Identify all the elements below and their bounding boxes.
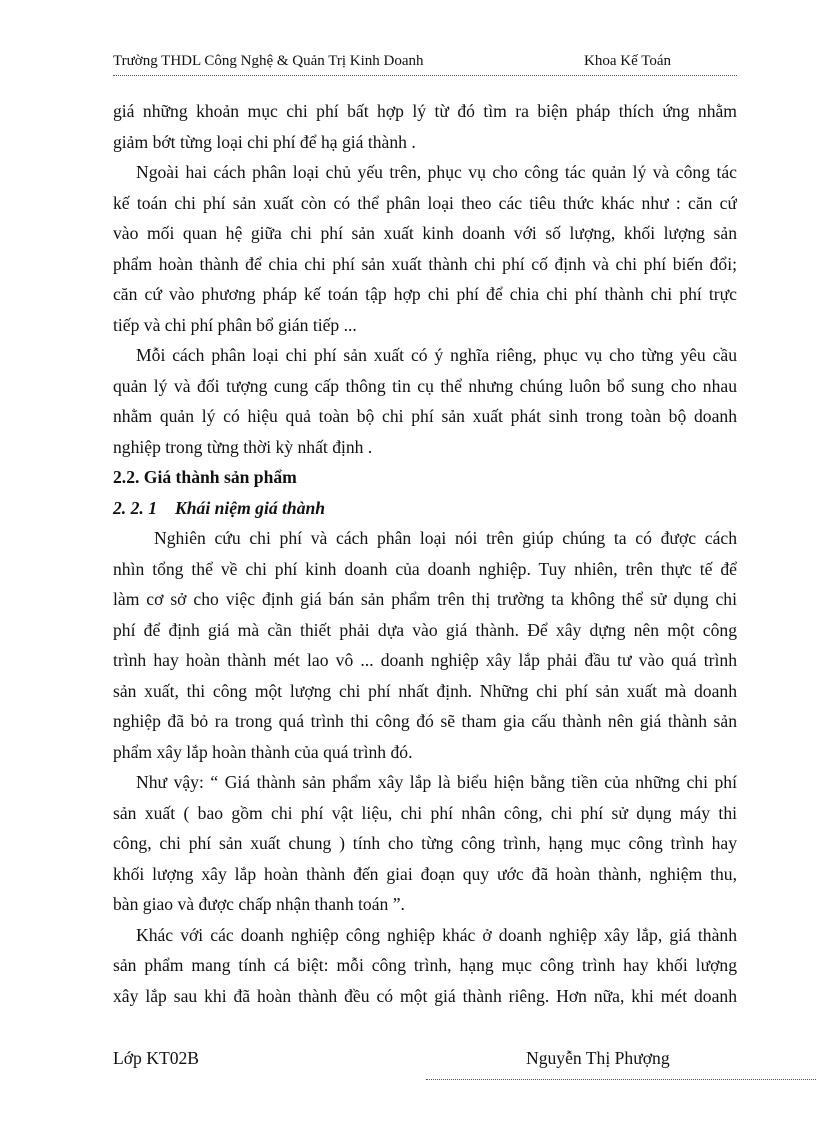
paragraph-5 <box>113 767 737 920</box>
text-line: Ngoài hai cách phân loại chủ yếu trên, phục vụ cho công tác quản lý và công tác <box>136 162 737 182</box>
subsection-number: 2. 2. 1 <box>113 497 157 518</box>
paragraph-6 <box>113 920 737 1012</box>
text-line: nghiệp đã bỏ ra trong quá trình thi công đó sẽ tham gia cấu thành nên giá thành sản <box>113 711 737 731</box>
text-line: khối lượng xây lắp hoàn thành đến giai đoạn quy ước đã hoàn thành, nghiệm thu, <box>113 863 737 884</box>
text-line: Mỗi cách phân loại chi phí sản xuất có ý nghĩa riêng, phục vụ cho từng yêu cầu <box>136 345 737 365</box>
text-line: Khác với các doanh nghiệp công nghiệp khác ở doanh nghiệp xây lắp, giá thành <box>136 924 737 945</box>
header-department: Khoa Kế Toán <box>584 53 671 69</box>
page-header <box>113 50 737 76</box>
text-line: nhằm quản lý có hiệu quả toàn bộ chi phí sản xuất phát sinh trong toàn bộ doanh <box>113 406 737 426</box>
text-line: trình hay hoàn thành mét lao vô ... doanh nghiệp xây lắp phải đầu tư vào quá trình <box>113 650 737 670</box>
text-line: giảm bớt từng loại chi phí để hạ giá thành . <box>113 131 416 152</box>
text-line: tiếp và chi phí phân bổ gián tiếp ... <box>113 314 357 335</box>
header-school: Trường THDL Công Nghệ & Quản Trị Kinh Doanh <box>113 53 424 69</box>
text-line: làm cơ sở cho việc định giá bán sản phẩm trên thị trường ta không thể sử dụng chi <box>113 589 737 609</box>
footer-class: Lớp KT02B <box>113 1048 200 1068</box>
text-line: nghiệp trong từng thời kỳ nhất định . <box>113 436 373 457</box>
text-line: xây lắp sau khi đã hoàn thành đều có một giá thành riêng. Hơn nữa, khi mét doanh <box>113 985 737 1006</box>
subsection-title: Khái niệm giá thành <box>175 497 326 518</box>
page-footer <box>113 1048 793 1088</box>
footer-author: Nguyễn Thị Phượng <box>526 1048 670 1068</box>
paragraph-4 <box>113 523 737 767</box>
footer-divider <box>426 1079 816 1080</box>
paragraph-1 <box>113 96 737 157</box>
text-line: Nghiên cứu chi phí và cách phân loại nói trên giúp chúng ta có được cách <box>154 528 737 548</box>
text-line: căn cứ vào phương pháp kế toán tập hợp chi phí để chia chi phí thành chi phí trực <box>113 284 737 304</box>
text-line: vào mối quan hệ giữa chi phí sản xuất kinh doanh với số lượng, khối lượng sản <box>113 223 737 243</box>
text-line: sản xuất, thi công một lượng chi phí nhất định. Những chi phí sản xuất mà doanh <box>113 680 737 701</box>
text-line: Như vậy: “ Giá thành sản phẩm xây lắp là biểu hiện bằng tiền của những chi phí <box>136 772 737 792</box>
subsection-heading <box>113 493 737 524</box>
text-line: kế toán chi phí sản xuất còn có thể phân loại theo các tiêu thức khác như : căn cứ <box>113 192 737 213</box>
text-line: sản xuất ( bao gồm chi phí vật liệu, chi phí nhân công, chi phí sử dụng máy thi <box>113 802 737 823</box>
paragraph-3 <box>113 340 737 462</box>
text-line: sản phẩm mang tính cá biệt: mỗi công trình, hạng mục công trình hay khối lượng <box>113 955 737 975</box>
text-line: nhìn tổng thể về chi phí kinh doanh của doanh nghiệp. Tuy nhiên, trên thực tế để <box>113 558 737 579</box>
section-heading: 2.2. Giá thành sản phẩm <box>113 467 297 487</box>
document-body <box>113 96 737 1011</box>
text-line: bàn giao và được chấp nhận thanh toán ”. <box>113 894 405 914</box>
header-divider <box>113 75 737 76</box>
text-line: công, chi phí sản xuất chung ) tính cho từng công trình, hạng mục công trình hay <box>113 833 737 853</box>
text-line: phí để định giá mà cần thiết phải dựa vào giá thành. Để xây dựng nên một công <box>113 619 737 640</box>
text-line: phẩm hoàn thành để chia chi phí sản xuất thành chi phí cố định và chi phí biến đổi; <box>113 253 737 274</box>
text-line: quản lý và đối tượng cung cấp thông tin cụ thể nhưng chúng luôn bổ sung cho nhau <box>113 375 737 396</box>
paragraph-2 <box>113 157 737 340</box>
text-line: giá những khoản mục chi phí bất hợp lý từ đó tìm ra biện pháp thích ứng nhằm <box>113 101 737 121</box>
text-line: phẩm xây lắp hoàn thành của quá trình đó. <box>113 741 413 762</box>
